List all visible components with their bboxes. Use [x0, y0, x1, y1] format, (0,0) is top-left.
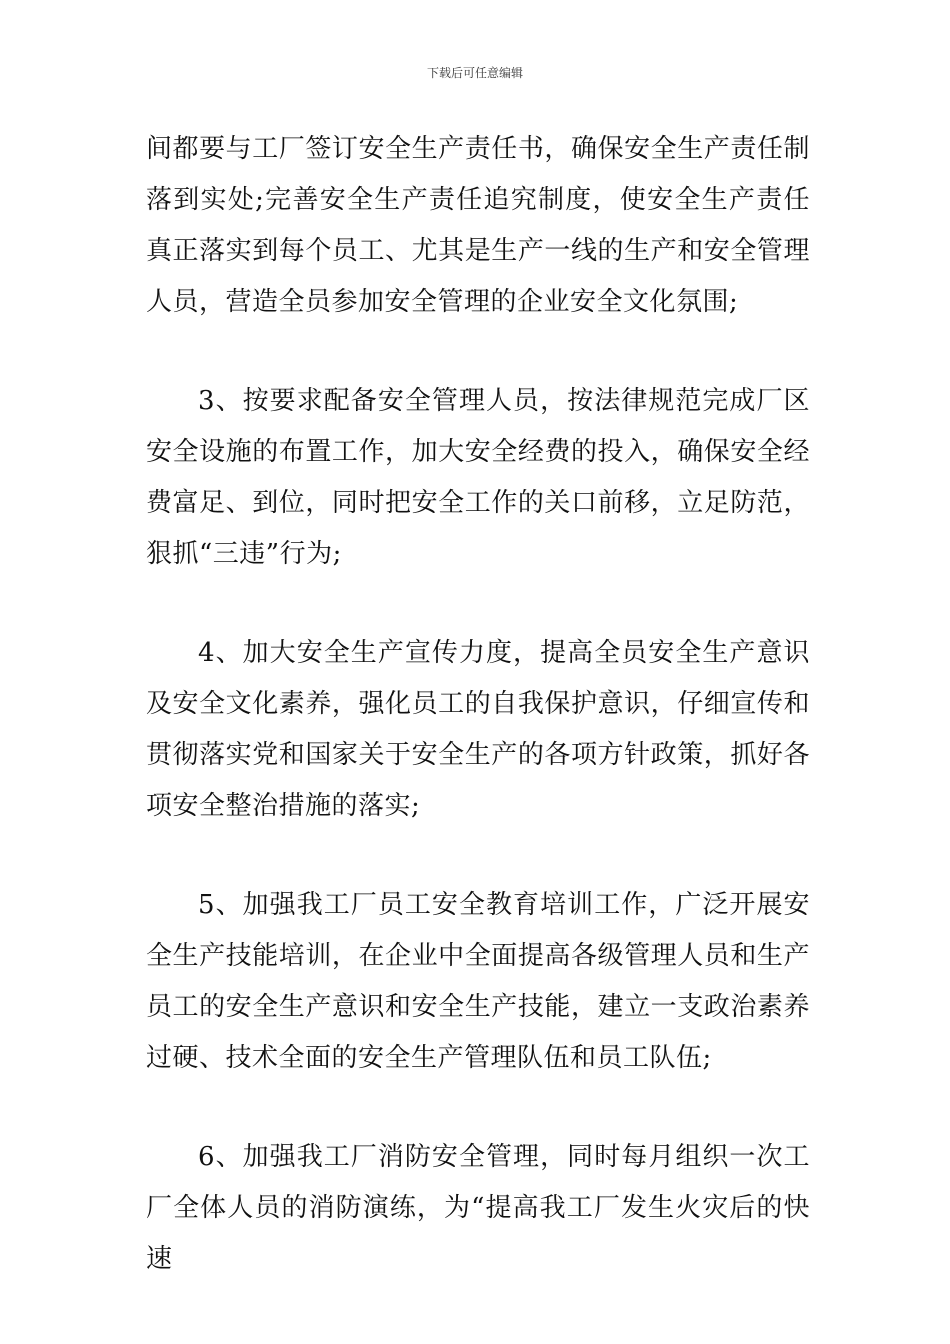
paragraph-item-3: 3、按要求配备安全管理人员，按法律规范完成厂区安全设施的布置工作，加大安全经费的投入，确保安全经费富足、到位，同时把安全工作的关口前移，立足防范，狠抓“三违”行为;	[146, 386, 810, 569]
page-header: 下载后可任意编辑	[426, 66, 523, 80]
paragraph-continuation: 间都要与工厂签订安全生产责任书，确保安全生产责任制落到实处;完善安全生产责任追究制度，使安全生产责任真正落实到每个员工、尤其是生产一线的生产和安全管理人员，营造全员参加安全管理的企业安全文化氛围;	[146, 134, 810, 317]
paragraph-item-4: 4、加大安全生产宣传力度，提高全员安全生产意识及安全文化素养，强化员工的自我保护意识，仔细宣传和贯彻落实党和国家关于安全生产的各项方针政策，抓好各项安全整治措施的落实;	[146, 638, 810, 821]
document-body	[146, 124, 810, 1285]
paragraph-item-6: 6、加强我工厂消防安全管理，同时每月组织一次工厂全体人员的消防演练，为“提高我工厂发生火灾后的快速	[146, 1142, 810, 1274]
paragraph-item-5: 5、加强我工厂员工安全教育培训工作，广泛开展安全生产技能培训，在企业中全面提高各级管理人员和生产员工的安全生产意识和安全生产技能，建立一支政治素养过硬、技术全面的安全生产管理队伍和员工队伍;	[146, 890, 810, 1073]
